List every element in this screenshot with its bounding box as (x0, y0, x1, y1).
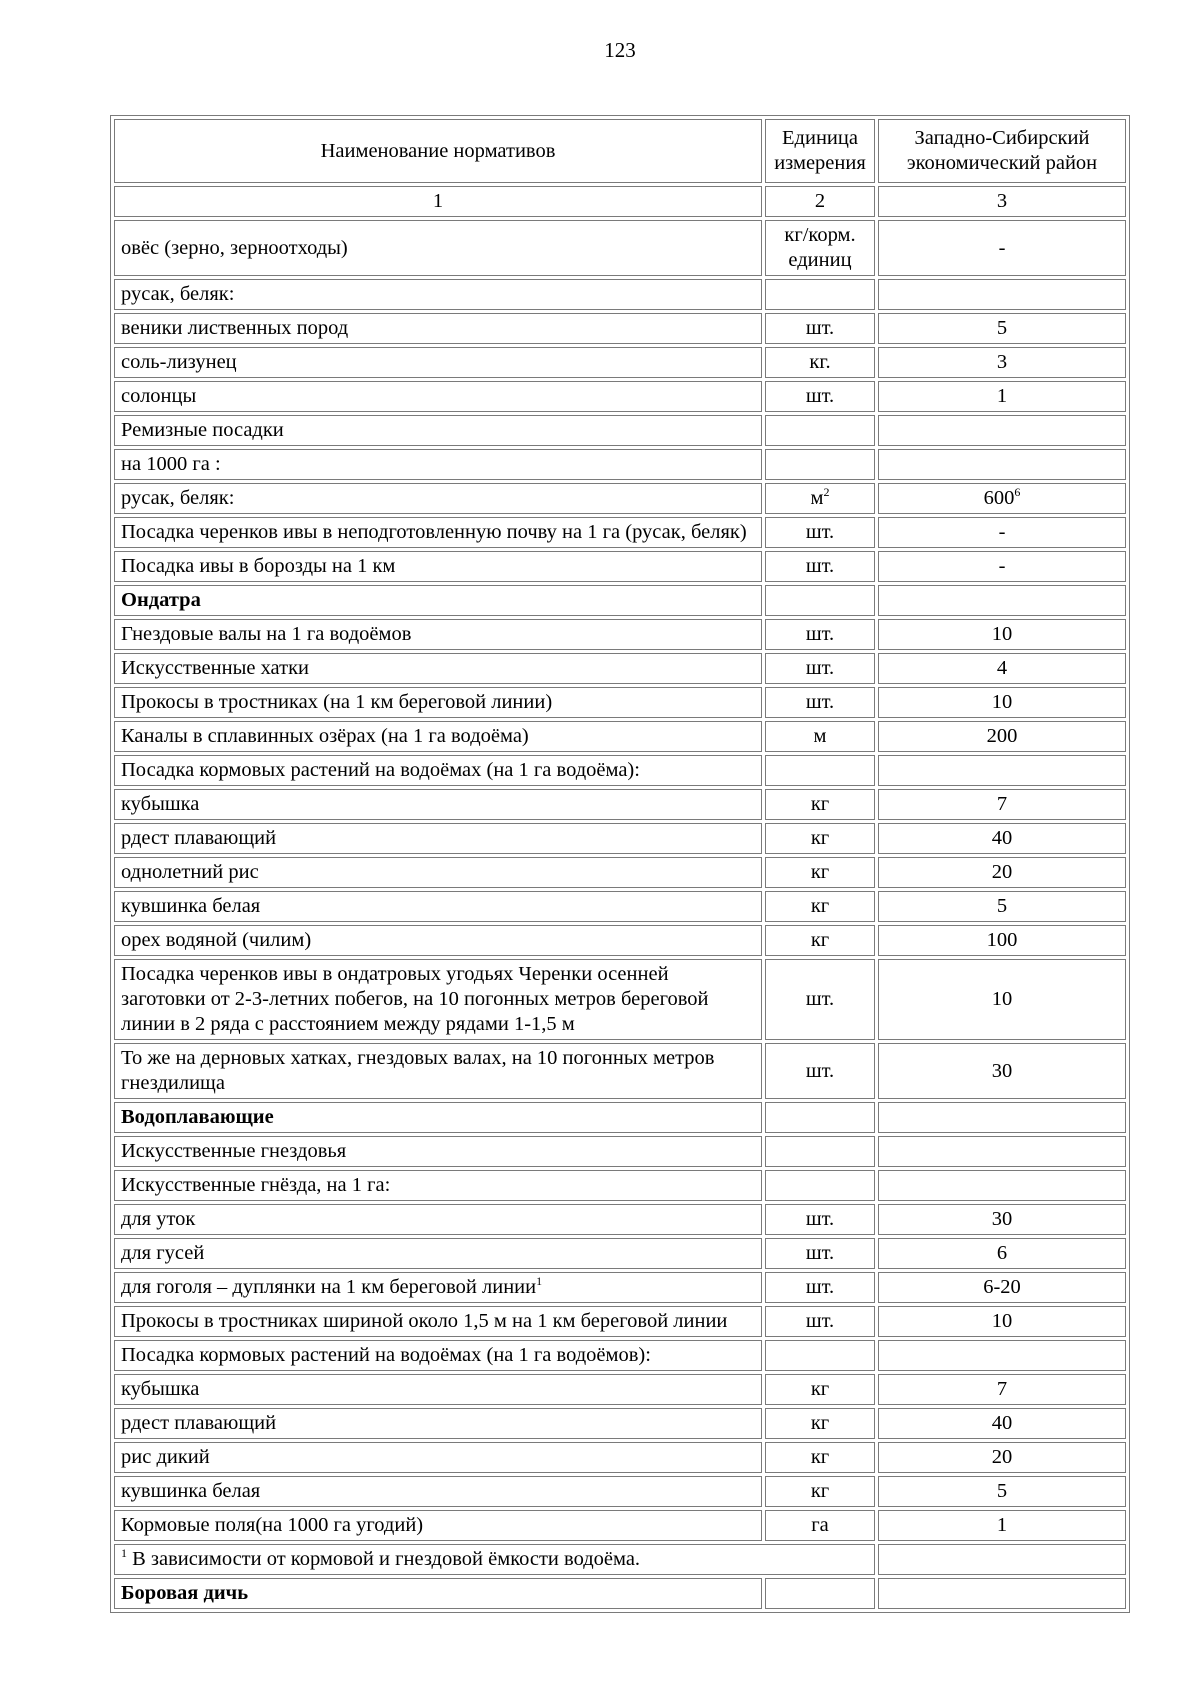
row-value-cell (878, 517, 1126, 548)
table-row (114, 789, 1126, 820)
row-unit-cell (765, 1170, 875, 1201)
section-unit-cell (765, 1578, 875, 1609)
row-unit: кг (810, 827, 830, 849)
row-name: То же на дерновых хатках, гнездовых валах, на 10 погонных метров гнездилища (121, 1047, 715, 1094)
row-name: веники лиственных пород (121, 317, 349, 339)
row-unit-cell (765, 1136, 875, 1167)
row-name-cell (114, 1408, 762, 1439)
row-value-cell (878, 1272, 1126, 1303)
row-value-cell (878, 721, 1126, 752)
column-number-3: 3 (878, 186, 1126, 217)
unit-superscript: 2 (823, 485, 830, 500)
row-value: 4 (996, 657, 1008, 679)
row-name-cell (114, 1204, 762, 1235)
row-value-cell (878, 1476, 1126, 1507)
row-unit-line1: кг/корм. (784, 224, 856, 246)
row-name-cell (114, 220, 762, 276)
row-value: 7 (996, 793, 1008, 815)
row-unit: шт. (805, 1208, 835, 1230)
table-row (114, 1476, 1126, 1507)
row-value: 5 (996, 895, 1008, 917)
table-row (114, 551, 1126, 582)
footnote-empty-cell (878, 1544, 1126, 1575)
row-value-cell (878, 619, 1126, 650)
row-name: Кормовые поля(на 1000 га угодий) (121, 1514, 424, 1536)
row-value-cell (878, 551, 1126, 582)
row-name-cell (114, 1306, 762, 1337)
table-row (114, 449, 1126, 480)
row-name: русак, беляк: (121, 487, 235, 509)
row-name-cell (114, 959, 762, 1040)
footnote-ref: 1 (536, 1274, 543, 1289)
row-unit: шт. (805, 521, 835, 543)
row-unit-cell (765, 585, 875, 616)
row-unit-cell (765, 1374, 875, 1405)
row-name: кубышка (121, 1378, 200, 1400)
row-unit: шт. (805, 1276, 835, 1298)
row-value: 5 (996, 317, 1008, 339)
row-unit-line2: единиц (788, 249, 852, 271)
row-unit-cell (765, 925, 875, 956)
row-unit-cell (765, 1043, 875, 1099)
row-name-cell (114, 1238, 762, 1269)
row-name-cell (114, 1170, 762, 1201)
table-row (114, 823, 1126, 854)
row-name: для гоголя – дуплянки на 1 км береговой линии (121, 1276, 537, 1298)
row-unit-cell (765, 1238, 875, 1269)
row-name-cell (114, 823, 762, 854)
row-unit: шт. (805, 385, 835, 407)
row-value-cell (878, 381, 1126, 412)
row-value-cell (878, 857, 1126, 888)
row-value: 7 (996, 1378, 1008, 1400)
table-row (114, 313, 1126, 344)
row-unit: шт. (805, 1242, 835, 1264)
row-value-cell (878, 483, 1126, 514)
table-row (114, 721, 1126, 752)
row-unit-cell (765, 687, 875, 718)
row-value-cell (878, 1408, 1126, 1439)
row-value: 40 (991, 1412, 1013, 1434)
row-unit-cell (765, 1204, 875, 1235)
row-name: Искусственные хатки (121, 657, 310, 679)
row-name-cell (114, 551, 762, 582)
row-value-cell (878, 1340, 1126, 1371)
row-name: орех водяной (чилим) (121, 929, 312, 951)
row-value-cell (878, 415, 1126, 446)
row-name-cell (114, 789, 762, 820)
row-value-cell (878, 585, 1126, 616)
row-name: Посадка черенков ивы в неподготовленную почву на 1 га (русак, беляк) (121, 521, 747, 543)
row-name-cell (114, 1340, 762, 1371)
section-row (114, 1578, 1126, 1609)
row-unit: шт. (805, 691, 835, 713)
row-name: Посадка кормовых растений на водоёмах (на 1 га водоёма): (121, 759, 640, 781)
table-row (114, 959, 1126, 1040)
row-name-cell (114, 687, 762, 718)
column-numbers-row (114, 186, 1126, 217)
row-value: - (998, 555, 1006, 577)
footnote-text: В зависимости от кормовой и гнездовой ёмкости водоёма. (127, 1548, 641, 1570)
row-value-cell (878, 347, 1126, 378)
row-name: овёс (зерно, зерноотходы) (121, 236, 348, 259)
row-unit: шт. (805, 1059, 835, 1082)
row-name-cell (114, 313, 762, 344)
footnote-row (114, 1544, 1126, 1575)
table-row (114, 1043, 1126, 1099)
table-row (114, 857, 1126, 888)
row-name: Искусственные гнёзда, на 1 га: (121, 1174, 391, 1196)
row-value: 5 (996, 1480, 1008, 1502)
row-value-cell (878, 313, 1126, 344)
row-name: кубышка (121, 793, 200, 815)
row-unit-cell (765, 1102, 875, 1133)
row-value-cell (878, 220, 1126, 276)
row-unit-cell (765, 891, 875, 922)
header-unit (765, 119, 875, 183)
header-name: Наименование нормативов (114, 119, 762, 183)
row-name: Ремизные посадки (121, 419, 284, 441)
row-name: Посадка ивы в борозды на 1 км (121, 555, 396, 577)
table-row (114, 1136, 1126, 1167)
row-unit: кг. (809, 351, 831, 373)
row-value-cell (878, 1102, 1126, 1133)
table-row (114, 1510, 1126, 1541)
row-name-cell (114, 925, 762, 956)
row-value-cell (878, 789, 1126, 820)
row-unit: кг (810, 1412, 830, 1434)
row-name: Искусственные гнездовья (121, 1140, 347, 1162)
row-name: солонцы (121, 385, 197, 407)
row-value-cell (878, 1238, 1126, 1269)
row-unit-cell (765, 857, 875, 888)
row-unit: шт. (805, 988, 835, 1010)
row-name-cell (114, 381, 762, 412)
table-row (114, 585, 1126, 616)
row-value-cell (878, 925, 1126, 956)
table-row (114, 653, 1126, 684)
row-value: 10 (991, 988, 1013, 1010)
row-unit: шт. (805, 623, 835, 645)
row-name-cell (114, 1442, 762, 1473)
row-name-cell (114, 857, 762, 888)
row-value-cell (878, 1136, 1126, 1167)
row-value-cell (878, 1170, 1126, 1201)
table-row (114, 619, 1126, 650)
row-unit: кг (810, 929, 830, 951)
row-name-cell (114, 1102, 762, 1133)
row-value-cell (878, 959, 1126, 1040)
row-name-cell (114, 1043, 762, 1099)
row-name-cell (114, 483, 762, 514)
value-superscript: 6 (1014, 485, 1021, 500)
row-unit-cell (765, 959, 875, 1040)
row-name-cell (114, 1136, 762, 1167)
row-value: 100 (986, 929, 1018, 951)
row-unit-cell (765, 823, 875, 854)
row-value: 200 (986, 725, 1018, 747)
table-row (114, 1204, 1126, 1235)
row-value-cell (878, 1374, 1126, 1405)
row-unit-cell (765, 347, 875, 378)
row-unit-cell (765, 721, 875, 752)
row-name-cell (114, 1374, 762, 1405)
row-unit: кг (810, 1480, 830, 1502)
row-unit-cell (765, 415, 875, 446)
header-row (114, 119, 1126, 183)
row-value: 30 (991, 1059, 1013, 1082)
row-value-cell (878, 1442, 1126, 1473)
row-value-cell (878, 1510, 1126, 1541)
row-name-cell (114, 585, 762, 616)
row-unit-cell (765, 755, 875, 786)
row-unit-cell (765, 313, 875, 344)
row-name: Гнездовые валы на 1 га водоёмов (121, 623, 412, 645)
row-value: 10 (991, 1310, 1013, 1332)
row-name-cell (114, 1272, 762, 1303)
row-unit-cell (765, 1476, 875, 1507)
row-name: русак, беляк: (121, 283, 235, 305)
table-row (114, 1238, 1126, 1269)
row-name-cell (114, 755, 762, 786)
row-value-cell (878, 687, 1126, 718)
row-value: 1 (996, 1514, 1008, 1536)
row-name: кувшинка белая (121, 1480, 261, 1502)
row-name: для гусей (121, 1242, 205, 1264)
row-value: 10 (991, 623, 1013, 645)
row-name-cell (114, 1510, 762, 1541)
row-name: однолетний рис (121, 861, 259, 883)
row-name-cell (114, 891, 762, 922)
row-name: Посадка черенков ивы в ондатровых угодьях Черенки осенней заготовки от 2-3-летних побегов, на 10 погонных метров береговой линии в 2 ряда с расстоянием между рядами 1-1,5 м (121, 963, 709, 1035)
row-value: 10 (991, 691, 1013, 713)
row-unit: кг (810, 1378, 830, 1400)
header-region-line1: Западно-Сибирский (914, 127, 1090, 149)
row-unit: кг (810, 1446, 830, 1468)
page-number: 123 (604, 38, 636, 62)
row-value: 3 (996, 351, 1008, 373)
row-value-cell (878, 279, 1126, 310)
row-name: рдест плавающий (121, 827, 277, 849)
row-unit: м (810, 487, 824, 509)
column-number-1: 1 (114, 186, 762, 217)
header-region-line2: экономический район (906, 152, 1098, 174)
table-row (114, 1340, 1126, 1371)
row-unit-cell (765, 517, 875, 548)
header-region (878, 119, 1126, 183)
row-unit-cell (765, 279, 875, 310)
table-row (114, 1306, 1126, 1337)
row-unit-cell (765, 381, 875, 412)
row-name-cell (114, 415, 762, 446)
norms-table-container (110, 115, 1128, 1613)
section-title: Боровая дичь (114, 1578, 762, 1609)
row-value: 600 (983, 487, 1015, 509)
footnote-cell (114, 1544, 875, 1575)
row-unit-cell (765, 619, 875, 650)
section-value-cell (878, 1578, 1126, 1609)
row-value-cell (878, 1306, 1126, 1337)
row-name: Ондатра (121, 589, 201, 611)
row-name-cell (114, 279, 762, 310)
table-row (114, 381, 1126, 412)
row-unit: га (811, 1514, 829, 1536)
row-unit-cell (765, 449, 875, 480)
table-row (114, 1170, 1126, 1201)
row-unit-cell (765, 220, 875, 276)
row-unit-cell (765, 1442, 875, 1473)
row-unit-cell (765, 789, 875, 820)
row-name: Каналы в сплавинных озёрах (на 1 га водоёма) (121, 725, 529, 747)
row-value-cell (878, 1204, 1126, 1235)
header-unit-line2: измерения (774, 152, 866, 174)
row-unit-cell (765, 1340, 875, 1371)
row-unit: шт. (805, 657, 835, 679)
row-unit: кг (810, 895, 830, 917)
row-value-cell (878, 755, 1126, 786)
row-name: рдест плавающий (121, 1412, 277, 1434)
row-unit-cell (765, 1306, 875, 1337)
table-row (114, 347, 1126, 378)
row-unit-cell (765, 1408, 875, 1439)
table-row (114, 1408, 1126, 1439)
table-row (114, 687, 1126, 718)
table-row (114, 1272, 1126, 1303)
row-name-cell (114, 1476, 762, 1507)
row-value: 30 (991, 1208, 1013, 1230)
row-name: Прокосы в тростниках шириной около 1,5 м на 1 км береговой линии (121, 1310, 728, 1332)
norms-table (110, 115, 1130, 1613)
row-unit: шт. (805, 1310, 835, 1332)
row-name: соль-лизунец (121, 351, 237, 373)
row-unit-cell (765, 1272, 875, 1303)
table-row (114, 517, 1126, 548)
column-number-2: 2 (765, 186, 875, 217)
table-row (114, 483, 1126, 514)
row-value: 6 (996, 1242, 1008, 1264)
row-name: Прокосы в тростниках (на 1 км береговой линии) (121, 691, 553, 713)
row-unit: кг (810, 861, 830, 883)
row-value: 40 (991, 827, 1013, 849)
table-row (114, 220, 1126, 276)
row-name: рис дикий (121, 1446, 210, 1468)
row-name-cell (114, 619, 762, 650)
row-unit-cell (765, 551, 875, 582)
row-name-cell (114, 449, 762, 480)
row-value-cell (878, 891, 1126, 922)
table-row (114, 755, 1126, 786)
row-value-cell (878, 653, 1126, 684)
row-name-cell (114, 653, 762, 684)
table-row (114, 1102, 1126, 1133)
row-unit-cell (765, 483, 875, 514)
row-unit: шт. (805, 317, 835, 339)
footnote-marker: 1 (121, 1546, 127, 1561)
row-name: на 1000 га : (121, 453, 221, 475)
row-name: для уток (121, 1208, 196, 1230)
row-unit: шт. (805, 555, 835, 577)
table-row (114, 279, 1126, 310)
row-name-cell (114, 347, 762, 378)
table-row (114, 1374, 1126, 1405)
row-value: 20 (991, 861, 1013, 883)
row-value: - (998, 236, 1006, 259)
row-value-cell (878, 823, 1126, 854)
row-value: - (998, 521, 1006, 543)
table-row (114, 925, 1126, 956)
row-name: Посадка кормовых растений на водоёмах (на 1 га водоёмов): (121, 1344, 651, 1366)
table-row (114, 415, 1126, 446)
row-value: 6-20 (983, 1276, 1021, 1298)
row-value: 1 (996, 385, 1008, 407)
row-value: 20 (991, 1446, 1013, 1468)
table-row (114, 1442, 1126, 1473)
table-row (114, 891, 1126, 922)
row-unit: м (813, 725, 827, 747)
row-name: кувшинка белая (121, 895, 261, 917)
row-value-cell (878, 449, 1126, 480)
header-unit-line1: Единица (782, 127, 858, 149)
row-name: Водоплавающие (121, 1106, 274, 1128)
row-name-cell (114, 517, 762, 548)
row-value-cell (878, 1043, 1126, 1099)
row-unit: кг (810, 793, 830, 815)
row-unit-cell (765, 1510, 875, 1541)
row-name-cell (114, 721, 762, 752)
row-unit-cell (765, 653, 875, 684)
